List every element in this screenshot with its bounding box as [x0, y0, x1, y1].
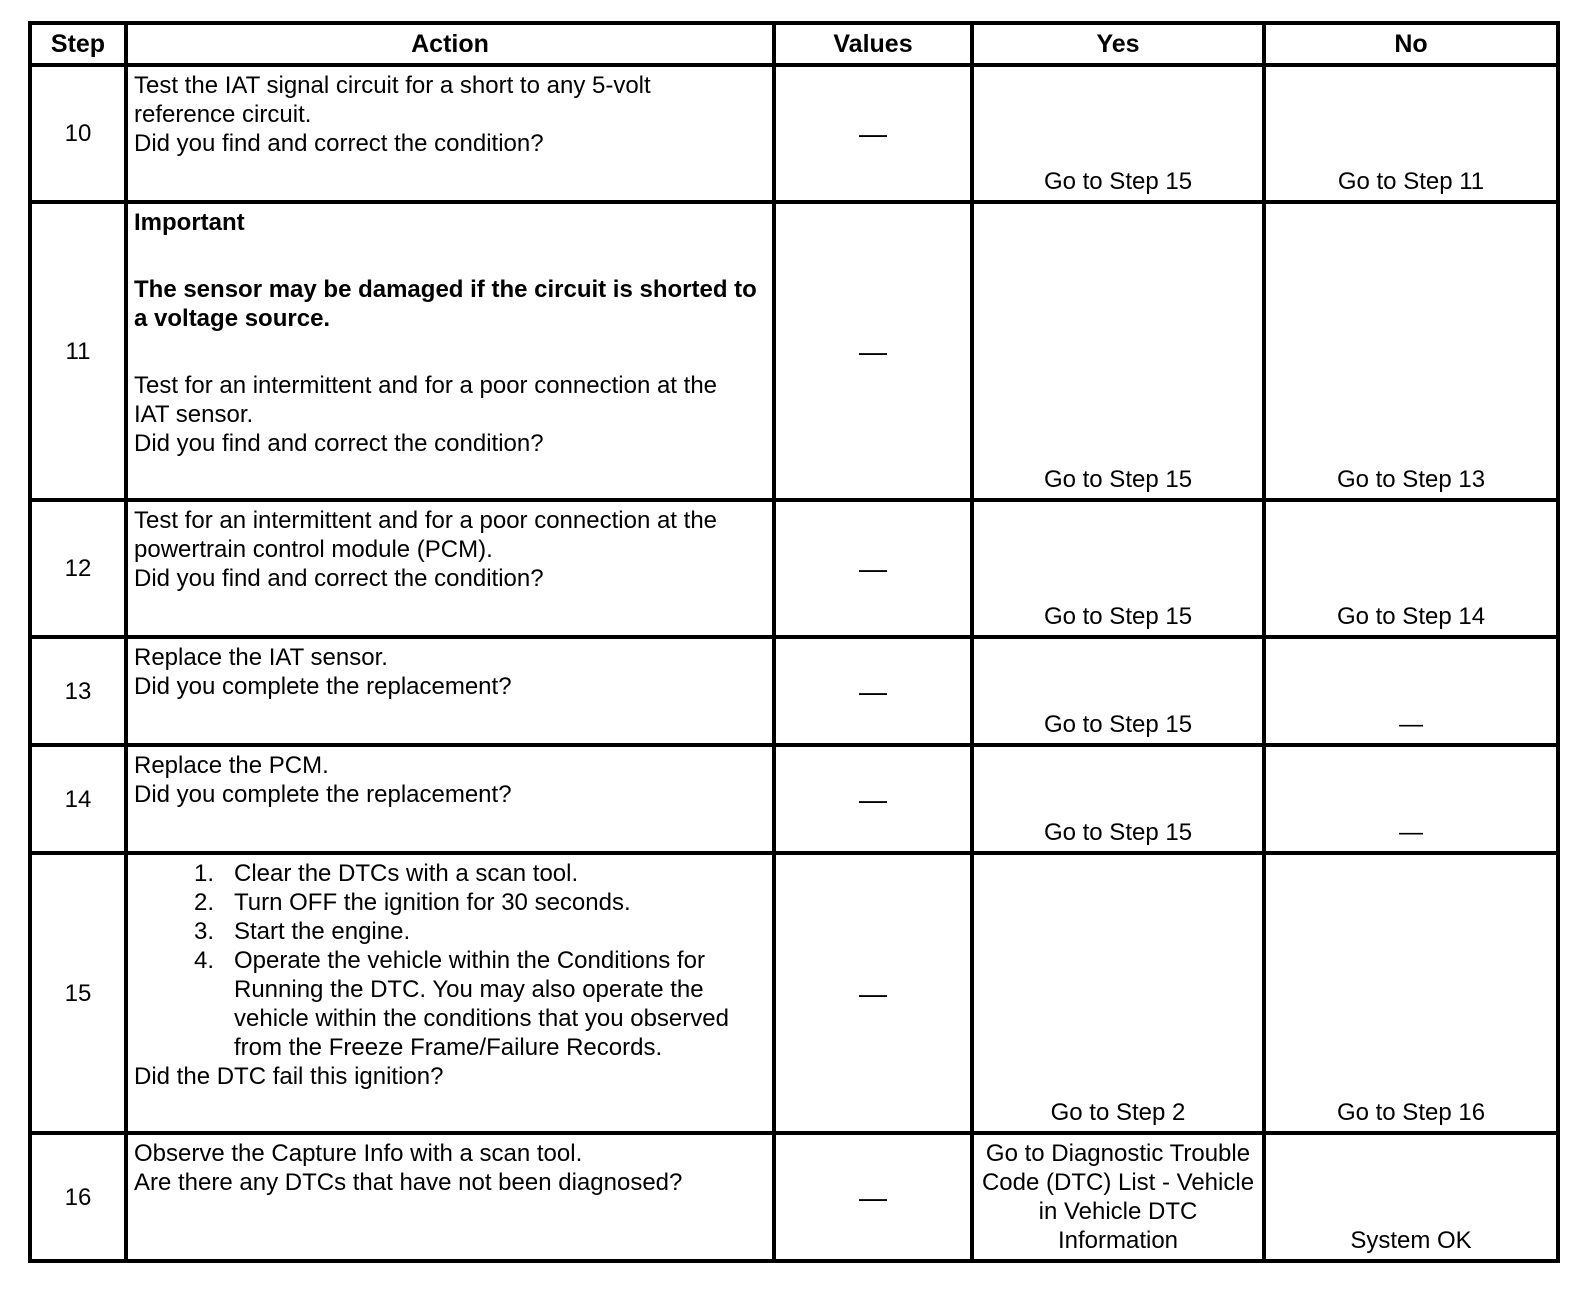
yes-cell: Go to Step 15 [972, 637, 1264, 745]
header-values: Values [774, 23, 972, 65]
header-row [30, 23, 1558, 65]
header-yes: Yes [972, 23, 1264, 65]
table-row [30, 637, 1558, 745]
action-text: Replace the IAT sensor. [134, 644, 388, 671]
list-item: 1. Clear the DTCs with a scan tool. [193, 860, 579, 887]
values-cell: — [774, 500, 972, 637]
header-action: Action [126, 23, 774, 65]
action-text: Test for an intermittent and for a poor connection at the powertrain control module (PCM). [134, 507, 718, 563]
table-row [30, 65, 1558, 202]
list-item: 3. Start the engine. [193, 918, 411, 945]
step-number: 12 [30, 500, 126, 637]
no-cell: — [1264, 745, 1558, 853]
action-cell [126, 637, 774, 745]
no-cell: — [1264, 637, 1558, 745]
values-cell: — [774, 202, 972, 500]
step-number: 14 [30, 745, 126, 853]
no-cell: Go to Step 16 [1264, 853, 1558, 1133]
action-text: Test for an intermittent and for a poor connection at the IAT sensor. [134, 372, 718, 428]
diagnostic-table [28, 21, 1560, 1263]
action-cell [126, 65, 774, 202]
action-question: Did you find and correct the condition? [134, 565, 544, 592]
no-cell: Go to Step 14 [1264, 500, 1558, 637]
values-cell: — [774, 65, 972, 202]
values-cell: — [774, 745, 972, 853]
values-cell: — [774, 637, 972, 745]
header-step: Step [30, 23, 126, 65]
values-cell: — [774, 853, 972, 1133]
yes-cell: Go to Step 15 [972, 65, 1264, 202]
action-cell [126, 500, 774, 637]
no-cell: System OK [1264, 1133, 1558, 1261]
important-label: Important [134, 209, 245, 236]
table-row [30, 1133, 1558, 1261]
action-text: Observe the Capture Info with a scan tool. [134, 1140, 583, 1167]
table-row [30, 500, 1558, 637]
action-question: Did you find and correct the condition? [134, 430, 544, 457]
action-question: Did you complete the replacement? [134, 781, 512, 808]
no-cell: Go to Step 11 [1264, 65, 1558, 202]
action-question: Did you find and correct the condition? [134, 130, 544, 157]
action-question: Did the DTC fail this ignition? [134, 1063, 444, 1090]
no-cell: Go to Step 13 [1264, 202, 1558, 500]
action-cell [126, 1133, 774, 1261]
yes-cell: Go to Step 15 [972, 500, 1264, 637]
step-number: 10 [30, 65, 126, 202]
action-cell [126, 202, 774, 500]
list-item: 2. Turn OFF the ignition for 30 seconds. [193, 889, 631, 916]
step-number: 11 [30, 202, 126, 500]
action-cell [126, 745, 774, 853]
yes-cell: Go to Step 15 [972, 745, 1264, 853]
action-text: Test the IAT signal circuit for a short to any 5-volt reference circuit. [134, 72, 651, 128]
list-item: 4. Operate the vehicle within the Conditions for Running the DTC. You may also operate the vehicle within the conditions that you observed from the Freeze Frame/Failure Records. [193, 947, 729, 1061]
step-number: 13 [30, 637, 126, 745]
action-question: Are there any DTCs that have not been diagnosed? [134, 1169, 683, 1196]
values-cell: — [774, 1133, 972, 1261]
yes-cell: Go to Diagnostic Trouble Code (DTC) List - Vehicle in Vehicle DTC Information [972, 1133, 1264, 1261]
yes-cell: Go to Step 15 [972, 202, 1264, 500]
action-question: Did you complete the replacement? [134, 673, 512, 700]
header-no: No [1264, 23, 1558, 65]
action-text: Replace the PCM. [134, 752, 329, 779]
procedure-list [134, 859, 758, 1062]
table-row [30, 202, 1558, 500]
table-row [30, 853, 1558, 1133]
step-number: 16 [30, 1133, 126, 1261]
yes-cell: Go to Step 2 [972, 853, 1264, 1133]
table-row [30, 745, 1558, 853]
step-number: 15 [30, 853, 126, 1133]
important-text: The sensor may be damaged if the circuit is shorted to a voltage source. [134, 276, 757, 332]
action-cell [126, 853, 774, 1133]
